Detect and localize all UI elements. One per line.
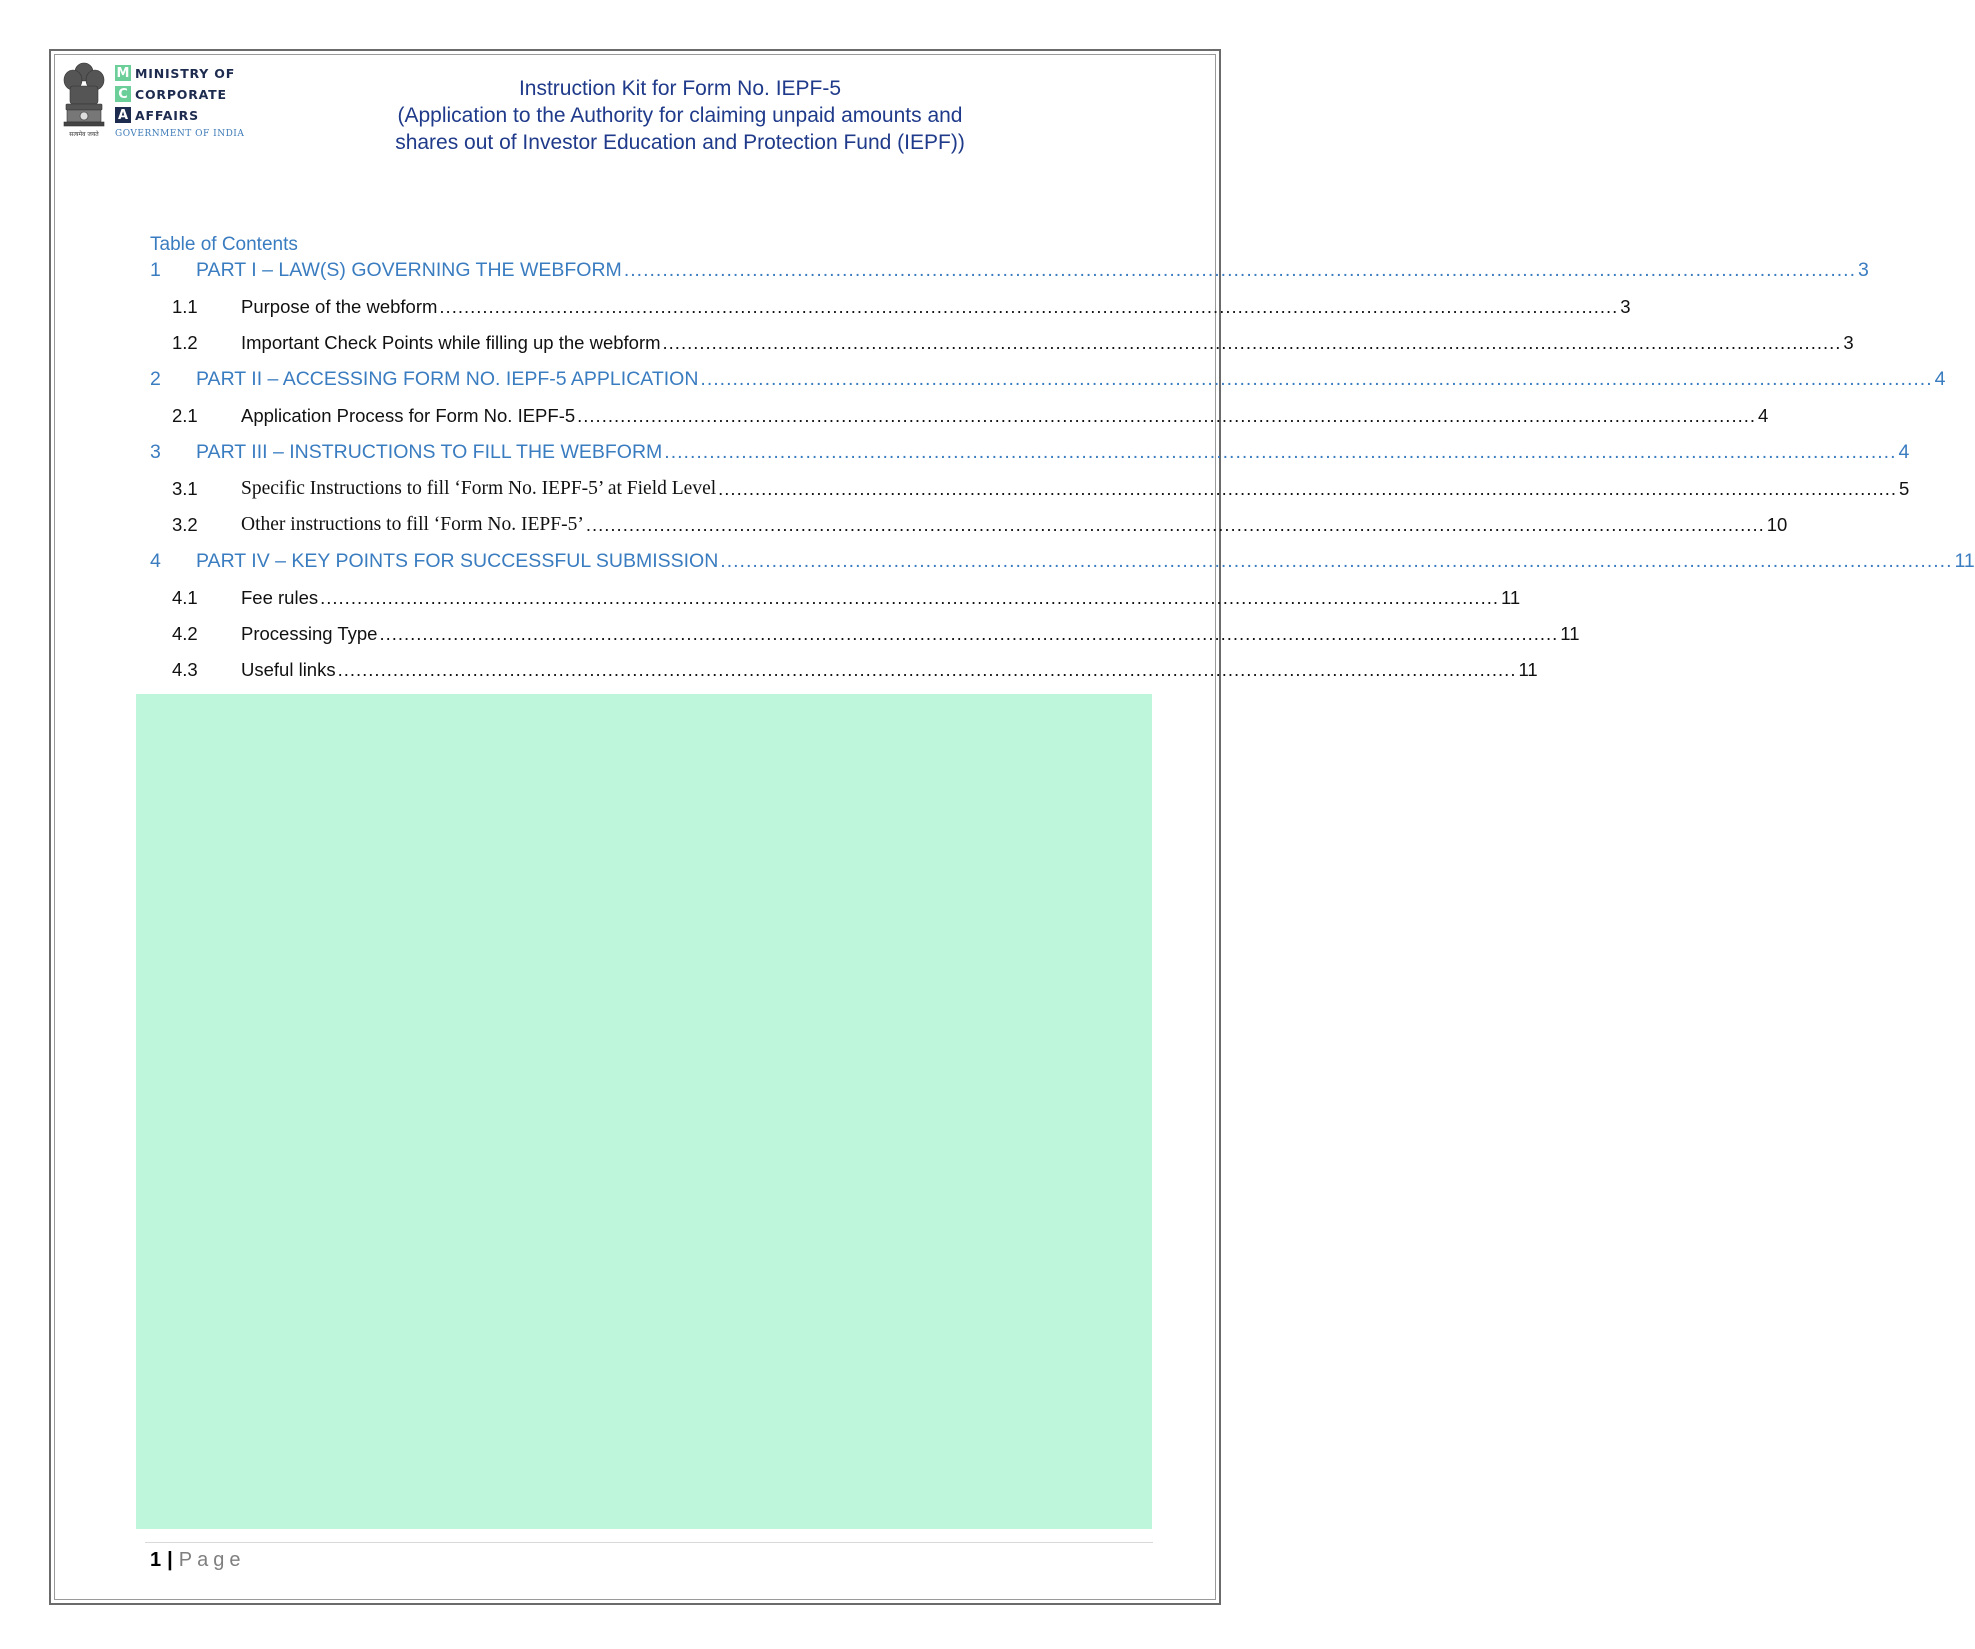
document-title <box>330 75 1030 156</box>
toc-entry[interactable] <box>150 256 1869 282</box>
toc-page: 4 <box>1934 368 1946 390</box>
logo-letter-a: A <box>115 107 131 123</box>
title-line-3: shares out of Investor Education and Protection Fund (IEPF)) <box>395 131 965 154</box>
logo-letter-m: M <box>116 65 130 81</box>
toc-leader: ................................................................................................................................................................................................ <box>320 587 1499 608</box>
toc-entry[interactable] <box>150 655 1538 681</box>
toc-leader: ................................................................................................................................................................................................ <box>623 259 1857 281</box>
toc-leader: ................................................................................................................................................................................................ <box>662 332 1842 353</box>
logo-government: GOVERNMENT OF INDIA <box>115 129 245 139</box>
toc-page: 11 <box>1500 587 1521 608</box>
toc-heading: Table of Contents <box>150 234 298 255</box>
page-word: Page <box>178 1549 246 1571</box>
toc-label[interactable]: PART I – LAW(S) GOVERNING THE WEBFORM <box>196 259 622 281</box>
toc-entry[interactable] <box>150 547 1975 573</box>
toc-number: 4 <box>150 550 161 572</box>
toc-page: 4 <box>1758 405 1769 426</box>
toc-leader: ................................................................................................................................................................................................ <box>664 441 1897 463</box>
title-line-2: (Application to the Authority for claiming unpaid amounts and <box>397 104 963 127</box>
toc-leader: ................................................................................................................................................................................................ <box>700 368 1933 390</box>
toc-label[interactable]: Specific Instructions to fill ‘Form No. IEPF-5’ at Field Level <box>241 478 717 499</box>
toc-number: 4.2 <box>172 623 198 644</box>
emblem-motto: सत्यमेव जयते <box>69 131 99 138</box>
toc-entry[interactable] <box>150 292 1631 318</box>
toc-page: 3 <box>1858 259 1869 281</box>
footer-separator: | <box>167 1549 173 1571</box>
redacted-content-block <box>136 694 1152 1529</box>
toc-page: 4 <box>1898 441 1910 463</box>
toc-page: 10 <box>1766 514 1788 535</box>
toc-page: 11 <box>1518 659 1538 680</box>
toc-label[interactable]: Useful links <box>241 659 336 680</box>
toc-entry[interactable] <box>150 438 1910 464</box>
toc-number: 2.1 <box>172 405 198 426</box>
logo-line-ministry: MINISTRY OF <box>135 65 236 81</box>
toc-entry[interactable] <box>150 583 1521 609</box>
toc-entry[interactable] <box>150 474 1910 500</box>
toc-number: 3.2 <box>172 514 198 535</box>
national-emblem-icon <box>61 60 107 144</box>
toc-number: 4.3 <box>172 659 198 680</box>
toc-leader: ................................................................................................................................................................................................ <box>337 659 1517 680</box>
footer-divider <box>145 1542 1153 1543</box>
toc-page: 5 <box>1899 478 1910 499</box>
ministry-logo <box>115 63 244 139</box>
toc-number: 4.1 <box>172 587 198 608</box>
toc-page: 11 <box>1560 623 1580 644</box>
toc-number: 1 <box>150 259 161 281</box>
toc-page: 3 <box>1620 296 1631 317</box>
toc-leader: ................................................................................................................................................................................................ <box>718 478 1898 499</box>
page-number: 1 <box>150 1549 162 1571</box>
toc-number: 3.1 <box>172 478 198 499</box>
toc-number: 1.2 <box>172 332 198 353</box>
logo-letter-c: C <box>115 86 131 102</box>
toc-leader: ................................................................................................................................................................................................ <box>439 296 1619 317</box>
toc-leader: ................................................................................................................................................................................................ <box>577 405 1756 426</box>
toc-label[interactable]: Important Check Points while filling up the webform <box>241 332 661 353</box>
toc-entry[interactable] <box>150 401 1769 427</box>
toc-label[interactable]: PART II – ACCESSING FORM NO. IEPF-5 APPLICATION <box>196 368 699 390</box>
toc-number: 3 <box>150 441 161 463</box>
toc-number: 1.1 <box>172 296 198 317</box>
toc-label[interactable]: Processing Type <box>241 623 378 644</box>
toc-page: 11 <box>1954 550 1975 572</box>
toc-entry[interactable] <box>150 619 1580 645</box>
toc-label[interactable]: PART IV – KEY POINTS FOR SUCCESSFUL SUBMISSION <box>196 550 719 572</box>
toc-entry[interactable] <box>150 365 1946 391</box>
toc-page: 3 <box>1843 332 1854 353</box>
page-footer <box>150 1549 245 1572</box>
title-line-1: Instruction Kit for Form No. IEPF-5 <box>518 77 842 100</box>
toc-label[interactable]: Purpose of the webform <box>241 296 438 317</box>
toc-label[interactable]: Application Process for Form No. IEPF-5 <box>241 405 576 426</box>
toc-leader: ................................................................................................................................................................................................ <box>585 514 1765 535</box>
logo-line-corporate: CORPORATE <box>135 86 227 102</box>
toc-leader: ................................................................................................................................................................................................ <box>720 550 1953 572</box>
toc-entry[interactable] <box>150 328 1854 354</box>
toc-label[interactable]: PART III – INSTRUCTIONS TO FILL THE WEBFORM <box>196 441 663 463</box>
toc-label[interactable]: Other instructions to fill ‘Form No. IEPF-5’ <box>241 514 584 535</box>
toc-leader: ................................................................................................................................................................................................ <box>379 623 1559 644</box>
toc-number: 2 <box>150 368 161 390</box>
logo-line-affairs: AFFAIRS <box>135 107 199 123</box>
toc-entry[interactable] <box>150 510 1788 536</box>
toc-label[interactable]: Fee rules <box>241 587 319 608</box>
